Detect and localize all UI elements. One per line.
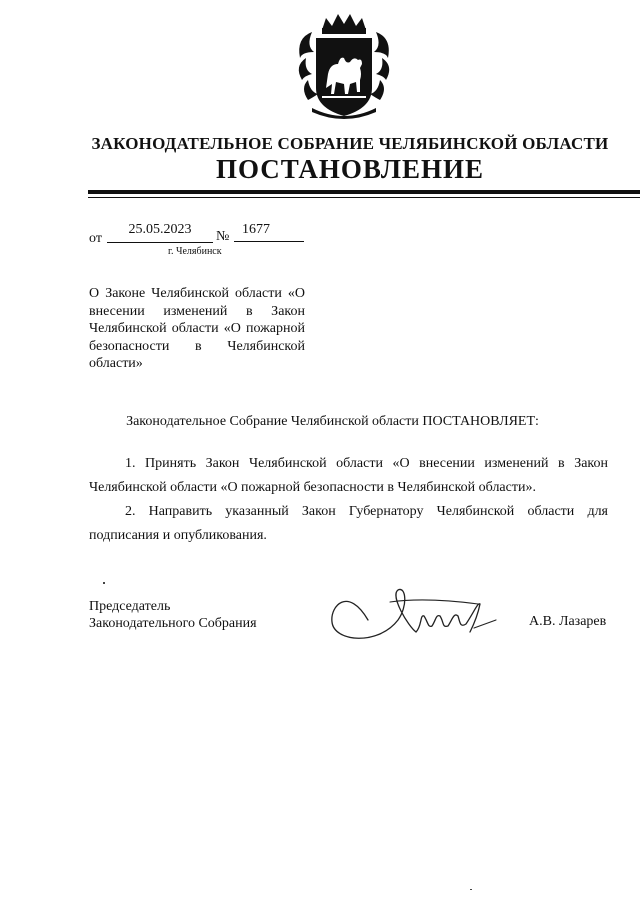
resolution-preamble: Законодательное Собрание Челябинской области ПОСТАНОВЛЯЕТ: xyxy=(126,414,539,429)
resolution-item-1: 1. Принять Закон Челябинской области «О внесении изменений в Закон Челябинской области «О пожарной безопасности в Челябинской области». xyxy=(89,456,608,495)
scan-speck xyxy=(103,582,105,584)
document-type-title: ПОСТАНОВЛЕНИЕ xyxy=(215,154,485,184)
resolution-item-2: 2. Направить указанный Закон Губернатору Челябинской области для подписания и опубликования. xyxy=(89,504,608,543)
document-date: 25.05.2023 xyxy=(107,222,213,243)
signatory-title-line-2: Законодательного Собрания xyxy=(89,616,257,631)
organization-name: ЗАКОНОДАТЕЛЬНОЕ СОБРАНИЕ ЧЕЛЯБИНСКОЙ ОБЛАСТИ xyxy=(91,134,609,153)
signatory-title xyxy=(89,598,257,632)
signatory-title-line-1: Председатель xyxy=(89,599,171,614)
handwritten-signature xyxy=(328,576,500,648)
number-prefix: № xyxy=(216,229,230,244)
header-divider-thin xyxy=(88,197,640,198)
header-divider-thick xyxy=(88,190,640,194)
coat-of-arms-icon xyxy=(292,8,396,122)
scan-speck xyxy=(470,889,472,890)
date-prefix: от xyxy=(89,231,102,246)
document-number: 1677 xyxy=(234,222,304,242)
signatory-name: А.В. Лазарев xyxy=(529,614,607,629)
city-label: г. Челябинск xyxy=(168,246,222,257)
document-subject: О Законе Челябинской области «О внесении изменений в Закон Челябинской области «О пожарной безопасности в Челябинской области» xyxy=(89,286,305,371)
